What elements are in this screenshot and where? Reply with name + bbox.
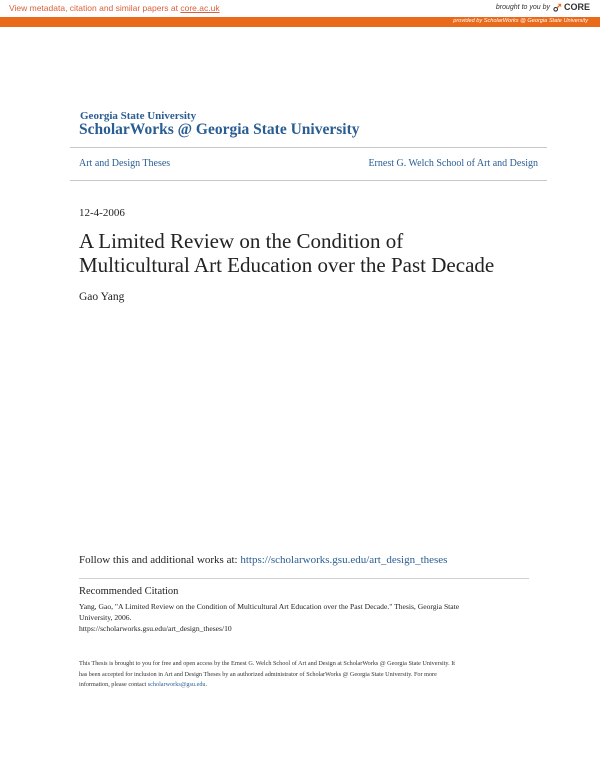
title-line-2: Multicultural Art Education over the Past Decade <box>79 253 495 277</box>
citation-line-2: University, 2006. <box>79 613 132 622</box>
notice-line-2: has been accepted for inclusion in Art and Design Theses by an authorized administrator of ScholarWorks @ Georgia State University. For more <box>79 670 437 678</box>
core-link-prefix: View metadata, citation and similar papers at <box>9 3 181 13</box>
core-provided-strip <box>0 17 600 27</box>
core-banner <box>0 0 600 28</box>
brought-to-you-by[interactable] <box>496 2 590 12</box>
notice-line-1: This Thesis is brought to you for free and open access by the Ernest G. Welch School of Art and Design at ScholarWorks @ Georgia State University. It <box>79 660 455 667</box>
follow-prefix: Follow this and additional works at: <box>79 554 241 566</box>
notice-line-3 <box>79 680 524 691</box>
core-metadata-text <box>9 3 220 13</box>
repository-name[interactable]: ScholarWorks @ Georgia State University <box>79 121 360 138</box>
recommended-citation-heading: Recommended Citation <box>79 586 179 597</box>
university-name[interactable]: Georgia State University <box>80 110 197 122</box>
access-notice <box>79 659 524 691</box>
nav-divider <box>70 180 547 181</box>
follow-line <box>79 554 447 566</box>
core-logo <box>553 2 590 12</box>
title-line-1: A Limited Review on the Condition of <box>79 229 404 253</box>
follow-url-link[interactable]: https://scholarworks.gsu.edu/art_design_theses <box>240 554 448 566</box>
citation-line-1: Yang, Gao, "A Limited Review on the Condition of Multicultural Art Education over the Past Decade." Thesis, Georgia State <box>79 602 460 611</box>
citation-divider <box>79 578 529 579</box>
notice-line-3-suffix: . <box>205 681 208 688</box>
recommended-citation-text <box>79 601 519 634</box>
provided-by-text[interactable]: provided by ScholarWorks @ Georgia State University <box>453 18 588 24</box>
notice-line-3-prefix: information, please contact <box>79 681 148 688</box>
collection-link[interactable]: Art and Design Theses <box>79 158 171 169</box>
header-divider <box>70 147 547 148</box>
publication-date: 12-4-2006 <box>79 207 125 219</box>
brought-text: brought to you by <box>495 3 550 11</box>
school-link[interactable]: Ernest G. Welch School of Art and Design <box>368 158 538 169</box>
contact-email-link[interactable]: scholarworks@gsu.edu <box>147 681 206 688</box>
core-logo-icon <box>553 3 562 12</box>
core-top-bar <box>0 0 600 17</box>
author-name: Gao Yang <box>79 291 125 303</box>
citation-line-3: https://scholarworks.gsu.edu/art_design_theses/10 <box>79 624 232 633</box>
document-title <box>79 229 539 277</box>
core-logo-text: CORE <box>563 2 590 12</box>
core-link[interactable]: core.ac.uk <box>180 3 220 13</box>
